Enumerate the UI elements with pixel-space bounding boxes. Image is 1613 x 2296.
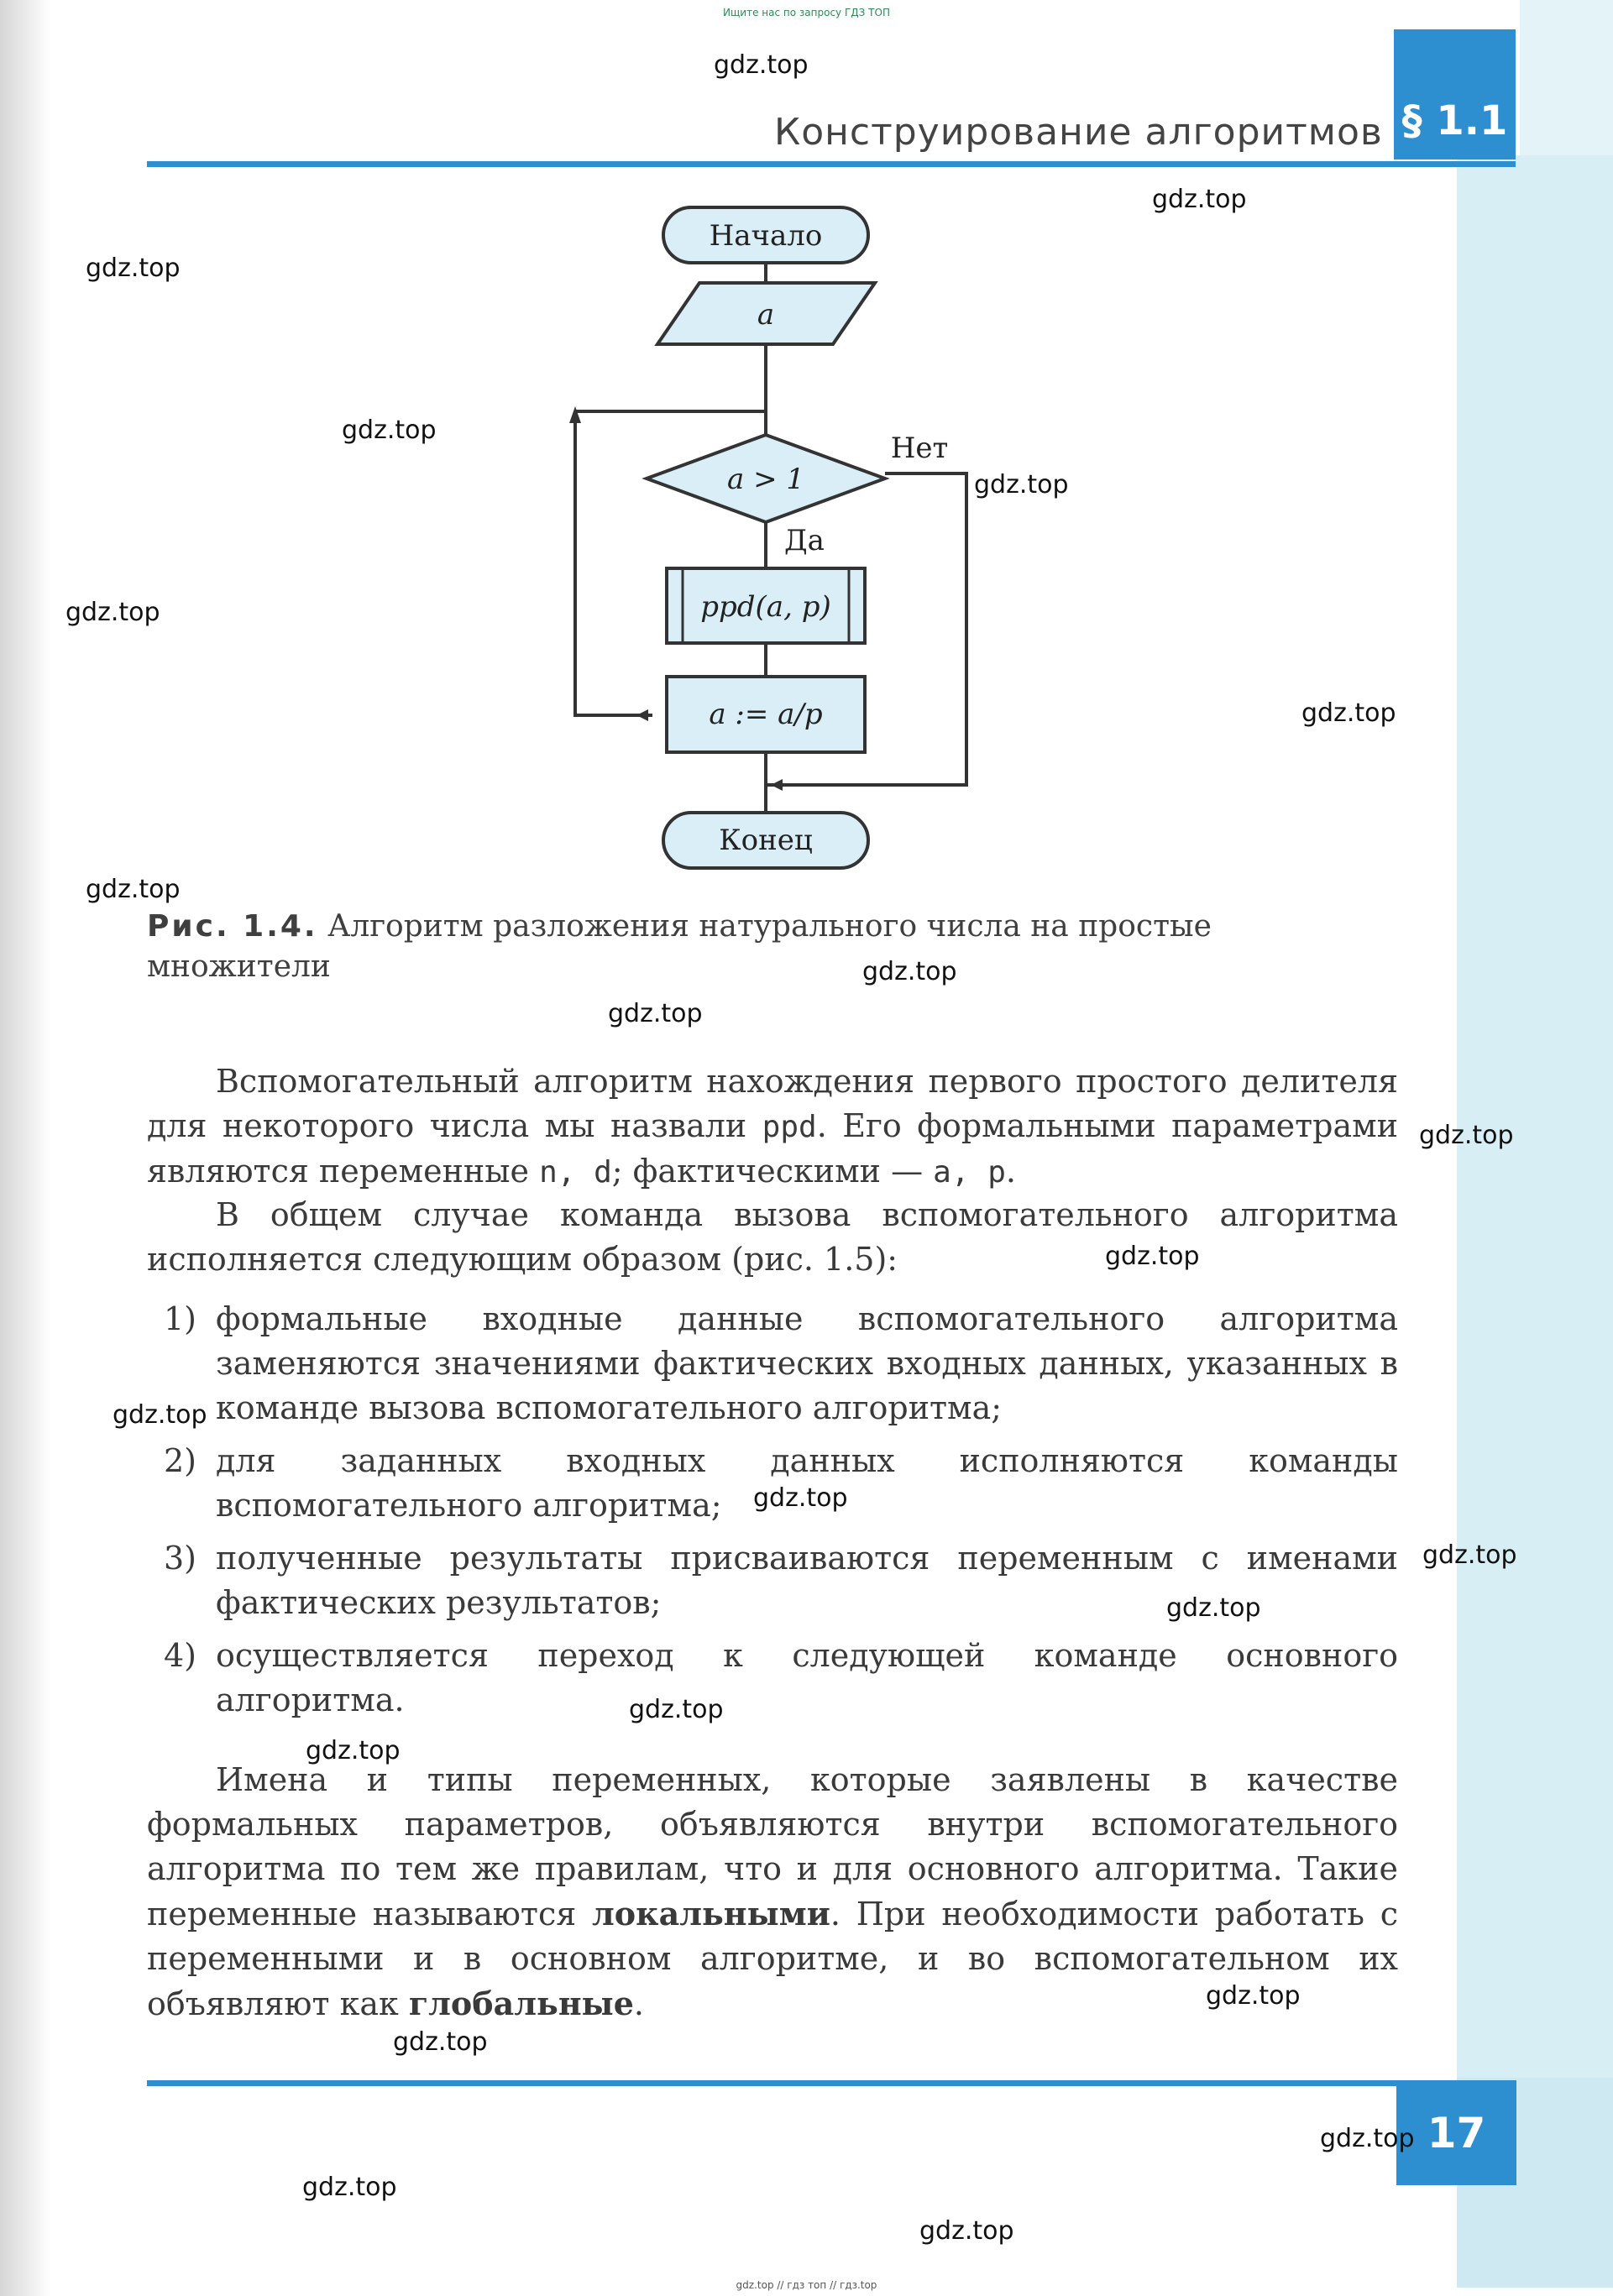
list-item: [147, 1297, 1398, 1430]
watermark: gdz.top: [1166, 1593, 1261, 1623]
term-global: глобальные: [408, 1985, 634, 2022]
list-item: [147, 1634, 1398, 1723]
figure-caption-text: Алгоритм разложения натурального числа на простые множители: [147, 909, 1212, 984]
watermark: gdz.top: [753, 1483, 848, 1513]
list-item-text: осуществляется переход к следующей команде основного алгоритма.: [216, 1637, 1398, 1718]
watermark: gdz.top: [1206, 1981, 1301, 2011]
para1-code-actual: a, p: [933, 1155, 1006, 1190]
watermark: gdz.top: [714, 50, 809, 80]
para1-text-3: ; фактическими —: [611, 1153, 934, 1190]
top-margin-band: [1520, 0, 1613, 160]
watermark: gdz.top: [393, 2027, 488, 2057]
list-item-text: полученные результаты присваиваются переменным с именами фактических результатов;: [216, 1540, 1398, 1621]
para3-text-3: .: [633, 1985, 644, 2022]
para1-text-1: Вспомогательный алгоритм нахождения первого простого делителя для некоторого числа мы назвали: [147, 1063, 1398, 1144]
list-item-number: 4): [164, 1637, 197, 1674]
para3-text-1: Имена и типы переменных, которые заявлены в качестве формальных параметров, объявляются внутри вспомогательного алгоритма по тем же правилам, что и для основного алгоритма. Такие переменные называются: [147, 1761, 1398, 1933]
flow-assign-text: a := a/p: [709, 698, 823, 731]
figure-caption-label: Рис. 1.4.: [147, 909, 318, 944]
list-item-text: для заданных входных данных исполняются команды вспомогательного алгоритма;: [216, 1442, 1398, 1524]
flow-input-text: a: [757, 298, 775, 332]
right-margin-strip: [1457, 155, 1613, 2288]
para1-text-4: .: [1005, 1153, 1016, 1190]
watermark: gdz.top: [306, 1736, 401, 1765]
watermark: gdz.top: [302, 2173, 397, 2202]
flowchart-figure: [537, 201, 1058, 890]
assign-arrow-head: [636, 709, 648, 721]
header-rule: [147, 161, 1516, 167]
para3-text-2: . При необходимости работать с переменными и в основном алгоритме, и во вспомогательном их объявляют как: [147, 1896, 1398, 2022]
flow-condition-text: a > 1: [726, 463, 805, 496]
term-local: локальными: [592, 1895, 830, 1933]
flow-yes-label: Да: [784, 524, 825, 557]
para1-code-formal: n, d: [539, 1155, 612, 1190]
watermark: gdz.top: [342, 416, 437, 445]
watermark: gdz.top: [86, 254, 181, 283]
bottom-notice: gdz.top // гдз топ // гдз.top: [736, 2279, 877, 2291]
page-number: 17: [1396, 2080, 1516, 2185]
footer-rule: [147, 2080, 1398, 2086]
list-item-number: 1): [164, 1300, 197, 1337]
watermark: gdz.top: [608, 999, 703, 1028]
steps-list: [147, 1297, 1398, 1731]
para1-code-ppd: ppd: [762, 1110, 817, 1144]
watermark: gdz.top: [1105, 1242, 1200, 1271]
list-item-text: формальные входные данные вспомогательного алгоритма заменяются значениями фактических входных данных, указанных в команде вызова вспомогательного алгоритма;: [216, 1300, 1398, 1426]
no-branch-arrow-head: [771, 779, 783, 791]
watermark: gdz.top: [86, 875, 181, 904]
loop-arrow-head: [569, 406, 581, 423]
loop-back-line: [575, 411, 652, 715]
page-binding-shadow: [0, 0, 50, 2296]
para1-text-2: . Его формальными параметрами являются переменные: [147, 1107, 1399, 1190]
watermark: gdz.top: [862, 957, 957, 986]
running-header-title: Конструирование алгоритмов: [774, 111, 1383, 154]
watermark: gdz.top: [1320, 2124, 1415, 2153]
watermark: gdz.top: [919, 2216, 1014, 2246]
figure-caption: [147, 907, 1398, 987]
section-badge: § 1.1: [1394, 29, 1516, 160]
watermark: gdz.top: [629, 1695, 724, 1724]
watermark: gdz.top: [1301, 698, 1396, 728]
paragraph-call-procedure: В общем случае команда вызова вспомогательного алгоритма исполняется следующим образом (рис. 1.5):: [147, 1196, 1398, 1278]
flow-end-text: Конец: [719, 824, 813, 857]
watermark: gdz.top: [113, 1400, 207, 1430]
top-notice: Ищите нас по запросу ГДЗ ТОП: [723, 7, 890, 18]
list-item-number: 2): [164, 1442, 197, 1479]
watermark: gdz.top: [1422, 1540, 1517, 1570]
list-item-number: 3): [164, 1540, 197, 1577]
watermark: gdz.top: [1419, 1121, 1514, 1150]
paragraph-helper-algorithm: [147, 1059, 1398, 1195]
watermark: gdz.top: [974, 470, 1069, 499]
flow-call-text: ppd(a, p): [700, 590, 831, 624]
flow-start-text: Начало: [709, 219, 823, 253]
watermark: gdz.top: [65, 598, 160, 627]
watermark: gdz.top: [1152, 185, 1247, 214]
flow-no-label: Нет: [890, 431, 949, 465]
